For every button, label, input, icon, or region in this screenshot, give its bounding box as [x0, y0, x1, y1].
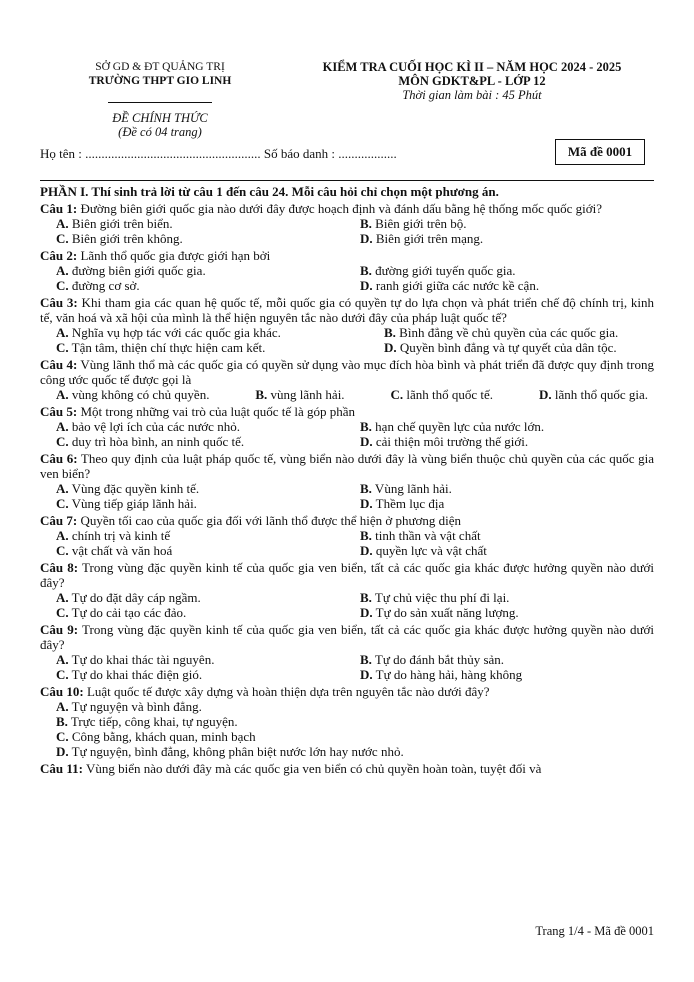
- question-8: [40, 560, 654, 590]
- answer-option: [56, 216, 350, 231]
- question-text: Khi tham gia các quan hệ quốc tế, mỗi quốc gia có quyền tự do lựa chọn và phát triển chế độ chính trị, kinh tế, văn hoá và xã hội của mình là thể hiện nguyên tắc nào dưới đây của pháp luật quốc tế?: [40, 295, 654, 325]
- option-letter: D.: [360, 231, 373, 246]
- answer-option: [360, 263, 654, 278]
- answer-option: [56, 605, 350, 620]
- option-text: Tự chủ việc thu phí đi lại.: [371, 590, 510, 605]
- option-letter: C.: [56, 543, 69, 558]
- answer-option: [360, 481, 654, 496]
- exam-title: KIỂM TRA CUỐI HỌC KÌ II – NĂM HỌC 2024 - 2025: [322, 60, 622, 74]
- question-number: Câu 8:: [40, 560, 79, 575]
- answer-option: [56, 528, 350, 543]
- answer-option: [360, 419, 654, 434]
- option-text: Tự do hàng hải, hàng không: [372, 667, 523, 682]
- option-text: vật chất và văn hoá: [68, 543, 173, 558]
- answer-option: [56, 387, 209, 402]
- option-text: Bình đẳng về chủ quyền của các quốc gia.: [395, 325, 619, 340]
- option-text: tinh thần và vật chất: [371, 528, 481, 543]
- answer-option: [56, 699, 654, 714]
- option-letter: D.: [360, 278, 373, 293]
- answer-option: [390, 387, 493, 402]
- option-letter: A.: [56, 325, 69, 340]
- answer-options: [40, 652, 654, 682]
- option-text: đường giới tuyến quốc gia.: [371, 263, 516, 278]
- question-11: [40, 761, 654, 776]
- question-text: Lãnh thổ quốc gia được giới hạn bởi: [77, 248, 271, 263]
- department-name: SỞ GD & ĐT QUẢNG TRỊ: [95, 61, 225, 73]
- option-text: Vùng đặc quyền kinh tế.: [68, 481, 200, 496]
- option-text: Tận tâm, thiện chí thực hiện cam kết.: [68, 340, 266, 355]
- option-text: Quyền bình đẳng và tự quyết của dân tộc.: [396, 340, 617, 355]
- option-letter: B.: [255, 387, 268, 402]
- school-name: TRƯỜNG THPT GIO LINH: [88, 75, 232, 87]
- question-1: [40, 201, 654, 216]
- option-letter: B.: [56, 714, 68, 729]
- option-text: Trực tiếp, công khai, tự nguyện.: [67, 714, 238, 729]
- option-letter: C.: [56, 496, 69, 511]
- option-text: lãnh thổ quốc gia.: [551, 387, 648, 402]
- option-letter: C.: [56, 605, 69, 620]
- option-text: đường cơ sở.: [68, 278, 140, 293]
- option-letter: D.: [360, 667, 373, 682]
- option-letter: D.: [360, 543, 373, 558]
- option-letter: B.: [360, 263, 372, 278]
- option-letter: A.: [56, 387, 69, 402]
- option-text: Tự do đặt dây cáp ngầm.: [68, 590, 201, 605]
- answer-option: [539, 387, 648, 402]
- answer-option: [360, 605, 654, 620]
- school-header: [60, 60, 260, 139]
- answer-option: [56, 543, 350, 558]
- option-letter: D.: [360, 434, 373, 449]
- option-letter: A.: [56, 590, 69, 605]
- option-text: Công bằng, khách quan, minh bạch: [68, 729, 256, 744]
- option-letter: D.: [56, 744, 69, 759]
- answer-option: [360, 434, 654, 449]
- answer-options: [40, 325, 654, 355]
- option-text: ranh giới giữa các nước kề cận.: [372, 278, 540, 293]
- question-text: Trong vùng đặc quyền kinh tế của quốc gia ven biển, tất cả các quốc gia khác được hưởng quyền nào dưới đây?: [40, 560, 654, 590]
- option-text: Biên giới trên mạng.: [372, 231, 484, 246]
- answer-option: [56, 325, 374, 340]
- part-heading: PHẦN I. Thí sinh trả lời từ câu 1 đến câu 24. Mỗi câu hỏi chỉ chọn một phương án.: [40, 184, 499, 199]
- answer-options: [40, 481, 654, 511]
- official-label: ĐỀ CHÍNH THỨC: [112, 111, 208, 125]
- question-text: Luật quốc tế được xây dựng và hoàn thiện dựa trên nguyên tắc nào dưới đây?: [83, 684, 490, 699]
- option-letter: C.: [56, 729, 69, 744]
- exam-time: Thời gian làm bài : 45 Phút: [402, 88, 542, 102]
- option-letter: D.: [538, 387, 552, 402]
- option-letter: B.: [360, 528, 372, 543]
- option-text: chính trị và kinh tế: [68, 528, 171, 543]
- option-text: Vùng tiếp giáp lãnh hải.: [68, 496, 197, 511]
- option-text: vùng không có chủ quyền.: [68, 387, 210, 402]
- option-letter: D.: [360, 496, 373, 511]
- question-number: Câu 7:: [40, 513, 78, 528]
- option-text: Biên giới trên bộ.: [371, 216, 467, 231]
- answer-option: [56, 434, 350, 449]
- option-text: Nghĩa vụ hợp tác với các quốc gia khác.: [68, 325, 281, 340]
- option-letter: B.: [360, 481, 372, 496]
- option-text: Vùng lãnh hải.: [371, 481, 452, 496]
- pages-note: (Đề có 04 trang): [118, 125, 202, 139]
- option-letter: A.: [56, 528, 69, 543]
- option-text: Biên giới trên không.: [68, 231, 183, 246]
- option-text: Tự do khai thác điện gió.: [68, 667, 203, 682]
- question-7: [40, 513, 654, 528]
- question-number: Câu 1:: [40, 201, 78, 216]
- answer-options: [40, 528, 654, 558]
- option-letter: A.: [56, 419, 69, 434]
- question-text: Một trong những vai trò của luật quốc tế là góp phần: [77, 404, 356, 419]
- question-number: Câu 3:: [40, 295, 78, 310]
- question-list: [40, 201, 654, 776]
- option-letter: B.: [384, 325, 396, 340]
- option-text: hạn chế quyền lực của nước lớn.: [371, 419, 545, 434]
- option-text: lãnh thổ quốc tế.: [403, 387, 494, 402]
- answer-option: [56, 744, 654, 759]
- answer-option: [56, 714, 654, 729]
- question-4: [40, 357, 654, 387]
- answer-option: [360, 278, 654, 293]
- question-number: Câu 2:: [40, 248, 78, 263]
- answer-option: [360, 667, 654, 682]
- answer-option: [56, 496, 350, 511]
- answer-options: [40, 263, 654, 293]
- header-rule: [40, 180, 654, 181]
- page-footer: Trang 1/4 - Mã đề 0001: [535, 924, 654, 938]
- question-number: Câu 10:: [40, 684, 84, 699]
- answer-option: [56, 340, 374, 355]
- option-text: Tự nguyện, bình đẳng, không phân biệt nước lớn hay nước nhỏ.: [68, 744, 404, 759]
- answer-option: [255, 387, 344, 402]
- question-number: Câu 4:: [40, 357, 78, 372]
- answer-option: [360, 231, 654, 246]
- option-letter: A.: [56, 699, 69, 714]
- option-letter: A.: [56, 216, 69, 231]
- answer-option: [384, 340, 654, 355]
- answer-option: [56, 590, 350, 605]
- answer-option: [56, 231, 350, 246]
- answer-option: [384, 325, 654, 340]
- question-2: [40, 248, 654, 263]
- question-text: Đường biên giới quốc gia nào dưới đây được hoạch định và đánh dấu bằng hệ thống mốc quốc giới?: [77, 201, 603, 216]
- answer-option: [360, 528, 654, 543]
- question-9: [40, 622, 654, 652]
- option-letter: C.: [390, 387, 404, 402]
- option-letter: B.: [360, 216, 372, 231]
- option-text: bảo vệ lợi ích của các nước nhỏ.: [68, 419, 240, 434]
- option-letter: D.: [384, 340, 397, 355]
- answer-option: [56, 263, 350, 278]
- answer-option: [56, 652, 350, 667]
- option-text: cải thiện môi trường thế giới.: [372, 434, 529, 449]
- option-letter: C.: [56, 667, 69, 682]
- question-text: Vùng biển nào dưới đây mà các quốc gia ven biển có chủ quyền hoàn toàn, tuyệt đối và: [82, 761, 542, 776]
- option-text: vùng lãnh hải.: [267, 387, 345, 402]
- question-text: Theo quy định của luật pháp quốc tế, vùng biển nào dưới đây là vùng biển thuộc chủ quyền của các quốc gia ven biển?: [40, 451, 654, 481]
- exam-content: [40, 184, 654, 776]
- question-number: Câu 11:: [40, 761, 83, 776]
- answer-options: [40, 387, 654, 402]
- question-text: Vùng lãnh thổ mà các quốc gia có quyền sử dụng vào mục đích hòa bình và phát triển đã được quy định trong công ước quốc tế được gọi là: [40, 357, 654, 387]
- answer-option: [56, 278, 350, 293]
- exam-code-box: Mã đề 0001: [555, 139, 645, 165]
- question-text: Trong vùng đặc quyền kinh tế của quốc gia ven biển, tất cả các quốc gia khác được hưởng quyền nào dưới đây?: [40, 622, 654, 652]
- question-6: [40, 451, 654, 481]
- question-text: Quyền tối cao của quốc gia đối với lãnh thổ được thể hiện ở phương diện: [77, 513, 462, 528]
- option-letter: B.: [360, 590, 372, 605]
- answer-options: [40, 699, 654, 759]
- student-info-line: Họ tên : ...................................................... Số báo danh : ..................: [40, 146, 397, 161]
- option-letter: B.: [360, 652, 372, 667]
- option-letter: D.: [360, 605, 373, 620]
- answer-options: [40, 419, 654, 449]
- option-text: Tự do khai thác tài nguyên.: [68, 652, 215, 667]
- option-letter: C.: [56, 278, 69, 293]
- header-divider: [108, 102, 212, 103]
- option-text: đường biên giới quốc gia.: [68, 263, 206, 278]
- answer-option: [56, 667, 350, 682]
- option-text: Tự do cải tạo các đảo.: [68, 605, 187, 620]
- answer-option: [56, 729, 654, 744]
- option-letter: A.: [56, 481, 69, 496]
- option-letter: A.: [56, 652, 69, 667]
- answer-option: [56, 419, 350, 434]
- option-text: Biên giới trên biển.: [68, 216, 173, 231]
- option-text: duy trì hòa bình, an ninh quốc tế.: [68, 434, 245, 449]
- exam-subject: MÔN GDKT&PL - LỚP 12: [398, 74, 546, 88]
- option-letter: A.: [56, 263, 69, 278]
- option-letter: B.: [360, 419, 372, 434]
- question-number: Câu 6:: [40, 451, 78, 466]
- answer-option: [360, 590, 654, 605]
- option-text: quyền lực và vật chất: [372, 543, 487, 558]
- question-number: Câu 9:: [40, 622, 79, 637]
- answer-option: [56, 481, 350, 496]
- answer-option: [360, 652, 654, 667]
- question-3: [40, 295, 654, 325]
- option-text: Tự do đánh bắt thủy sản.: [371, 652, 505, 667]
- option-text: Thềm lục địa: [372, 496, 445, 511]
- option-letter: C.: [56, 434, 69, 449]
- option-text: Tự do sản xuất năng lượng.: [372, 605, 519, 620]
- answer-options: [40, 216, 654, 246]
- answer-option: [360, 496, 654, 511]
- answer-option: [360, 216, 654, 231]
- option-letter: C.: [56, 340, 69, 355]
- answer-options: [40, 590, 654, 620]
- exam-header: [292, 60, 652, 102]
- question-number: Câu 5:: [40, 404, 78, 419]
- option-text: Tự nguyện và bình đẳng.: [68, 699, 202, 714]
- question-5: [40, 404, 654, 419]
- option-letter: C.: [56, 231, 69, 246]
- answer-option: [360, 543, 654, 558]
- question-10: [40, 684, 654, 699]
